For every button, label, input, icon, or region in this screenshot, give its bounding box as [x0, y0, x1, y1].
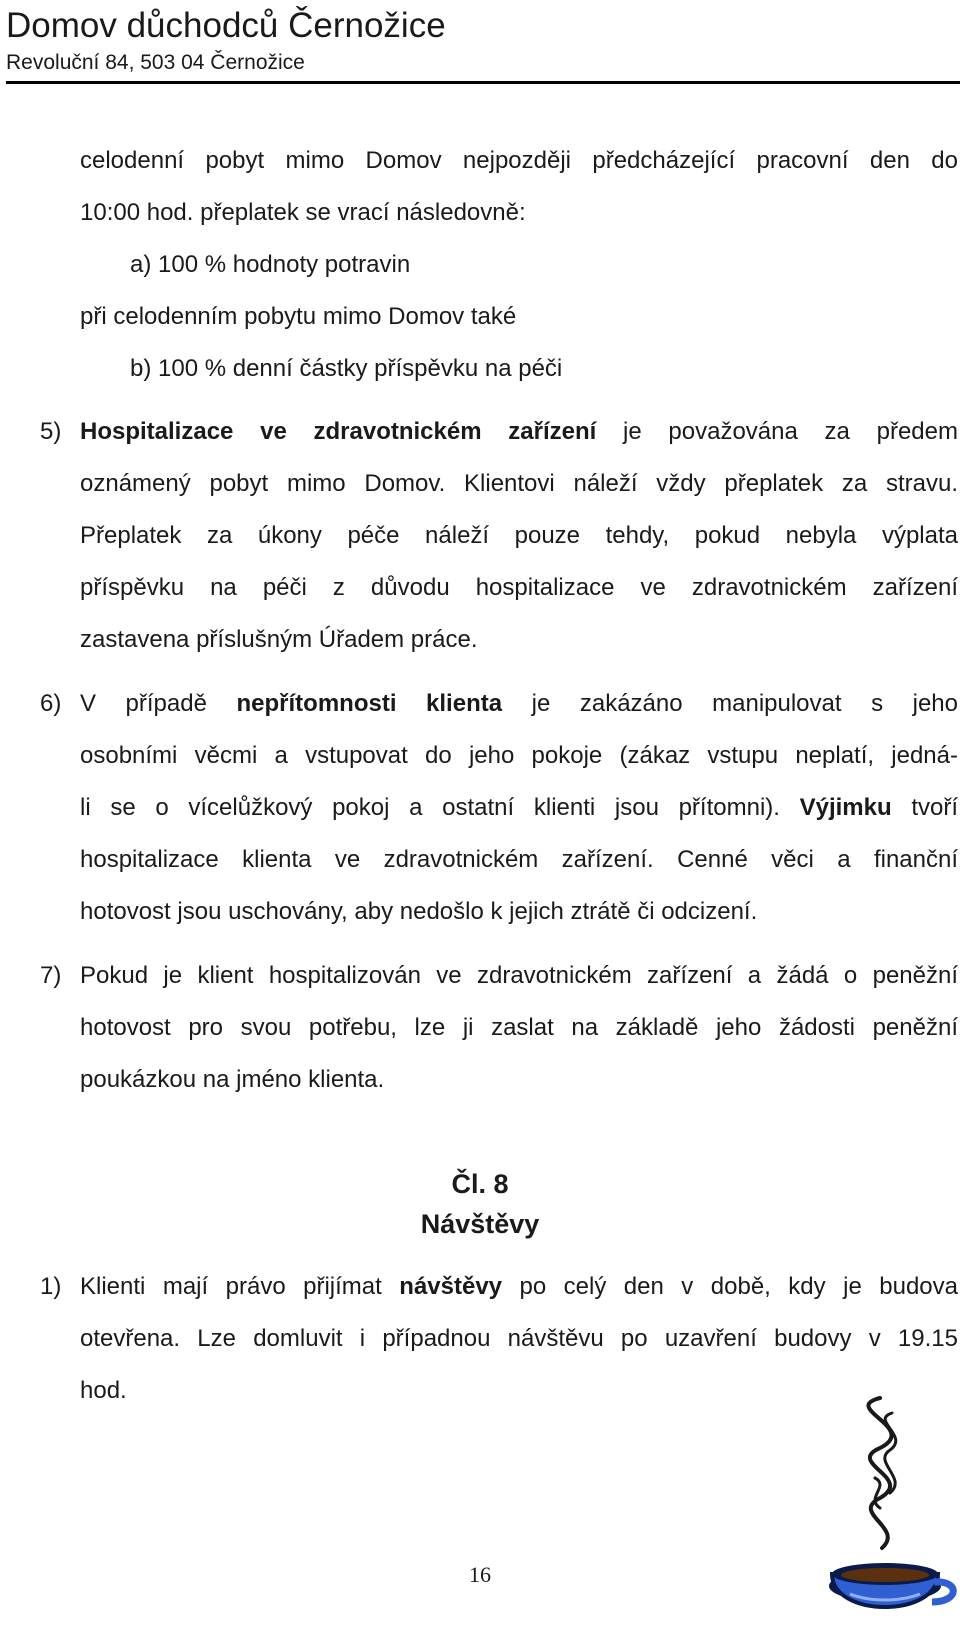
paragraph-line: 10:00 hod. přeplatek se vrací následovně: [80, 199, 526, 226]
document-header [6, 4, 960, 78]
header-divider [6, 81, 960, 84]
text-run: tvoří [891, 794, 959, 821]
text-run: je považována za předem [596, 418, 958, 445]
paragraph-line: při celodenním pobytu mimo Domov také [80, 303, 517, 330]
list-item-line [80, 791, 958, 825]
list-item-line: hospitalizace klienta ve zdravotnickém zařízení. Cenné věci a finanční [80, 846, 958, 873]
list-item-line: oznámený pobyt mimo Domov. Klientovi náleží vždy přeplatek za stravu. [80, 470, 958, 497]
list-subitem: a) 100 % hodnoty potravin [130, 251, 411, 278]
list-item-line [80, 687, 958, 721]
list-item-line: Pokud je klient hospitalizován ve zdravotnickém zařízení a žádá o peněžní [80, 962, 958, 989]
list-item-line [80, 415, 958, 449]
bold-term: Výjimku [799, 794, 892, 821]
list-item-line: otevřena. Lze domluvit i případnou návštěvu po uzavření budovy v 19.15 [80, 1325, 958, 1352]
coffee-cup-icon [820, 1388, 960, 1626]
text-run: li se o vícelůžkový pokoj a ostatní klienti jsou přítomni). [80, 794, 800, 821]
text-run: V případě [80, 690, 237, 717]
list-item-line [80, 1270, 958, 1304]
bold-term: návštěvy [399, 1273, 503, 1300]
text-run: po celý den v době, kdy je budova [502, 1273, 958, 1300]
list-item-line: hod. [80, 1377, 127, 1404]
page-number: 16 [469, 1562, 491, 1587]
list-number: 5) [40, 418, 62, 445]
list-item-line: Přeplatek za úkony péče náleží pouze tehdy, pokud nebyla výplata [80, 522, 958, 549]
header-address: Revoluční 84, 503 04 Černožice [6, 51, 305, 74]
list-item-line: hotovost jsou uschovány, aby nedošlo k jejich ztrátě či odcizení. [80, 898, 758, 925]
list-item-line: hotovost pro svou potřebu, lze ji zaslat na základě jeho žádosti peněžní [80, 1014, 958, 1041]
text-run: je zakázáno manipulovat s jeho [502, 690, 958, 717]
list-item-line: poukázkou na jméno klienta. [80, 1066, 385, 1093]
list-item-line: osobními věcmi a vstupovat do jeho pokoje (zákaz vstupu neplatí, jedná- [80, 742, 958, 769]
text-run: Klienti mají právo přijímat [80, 1273, 400, 1300]
list-subitem: b) 100 % denní částky příspěvku na péči [130, 355, 563, 382]
list-item-line: zastavena příslušným Úřadem práce. [80, 626, 478, 653]
list-number: 1) [40, 1273, 62, 1300]
article-number: Čl. 8 [451, 1169, 509, 1199]
article-title: Návštěvy [420, 1209, 540, 1239]
list-number: 6) [40, 690, 62, 717]
paragraph-line: celodenní pobyt mimo Domov nejpozději předcházející pracovní den do [80, 147, 958, 174]
list-number: 7) [40, 962, 62, 989]
bold-term: Hospitalizace ve zdravotnickém zařízení [80, 418, 597, 445]
header-title: Domov důchodců Černožice [6, 6, 446, 45]
bold-term: nepřítomnosti klienta [236, 690, 503, 717]
list-item-line: příspěvku na péči z důvodu hospitalizace ve zdravotnickém zařízení [80, 574, 958, 601]
